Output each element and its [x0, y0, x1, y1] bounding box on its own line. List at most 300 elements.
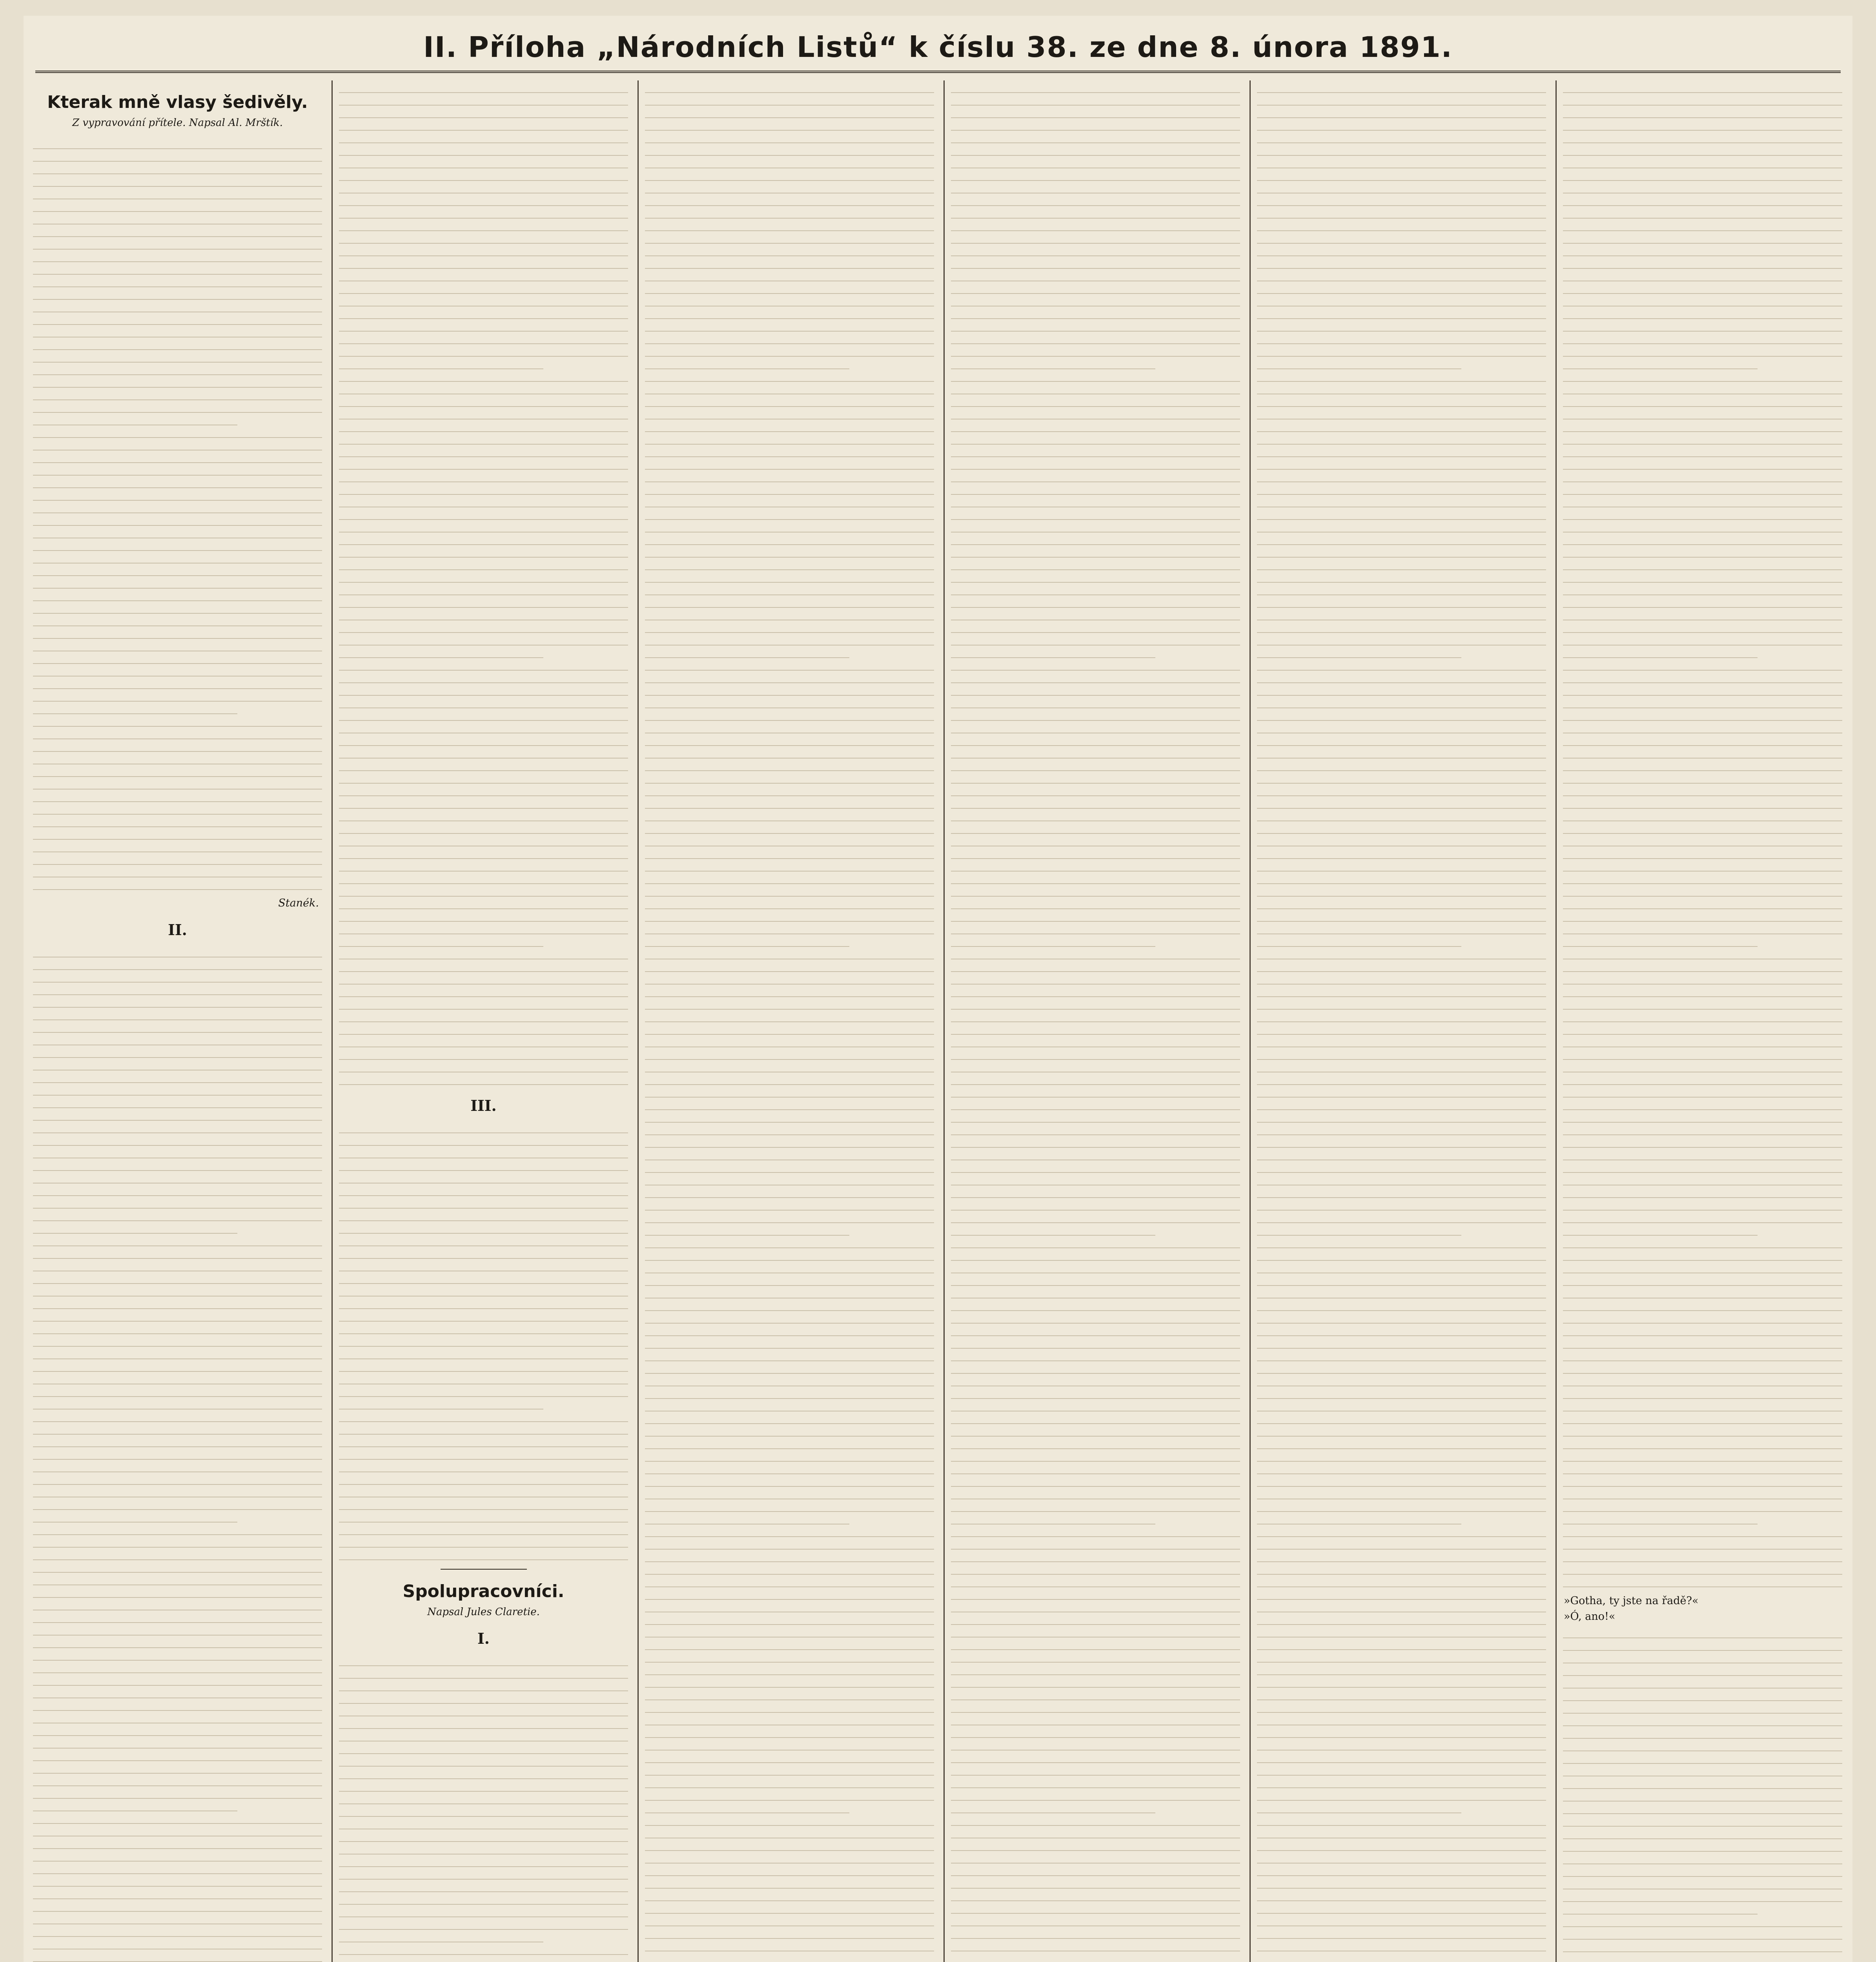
text-line — [33, 438, 322, 450]
text-line — [1257, 382, 1546, 394]
text-line — [951, 1612, 1240, 1625]
text-line — [1257, 1462, 1546, 1474]
text-line — [951, 168, 1240, 181]
text-line — [645, 432, 934, 445]
text-line — [1563, 1047, 1842, 1060]
text-line — [339, 809, 628, 821]
text-line — [1257, 859, 1546, 872]
text-line — [339, 1792, 628, 1804]
text-line — [1563, 608, 1842, 620]
text-line — [339, 1271, 628, 1284]
text-line — [645, 1876, 934, 1889]
text-line — [33, 375, 322, 388]
text-line — [339, 470, 628, 482]
text-line — [951, 1750, 1240, 1763]
text-line — [645, 319, 934, 332]
text-line — [951, 1437, 1240, 1449]
text-line — [1563, 1524, 1842, 1537]
text-line — [339, 1121, 628, 1133]
text-line — [33, 488, 322, 501]
text-line — [1257, 997, 1546, 1010]
text-line — [1563, 1148, 1842, 1160]
text-line — [1563, 620, 1842, 633]
text-line — [1257, 1951, 1546, 1962]
text-line — [339, 1060, 628, 1072]
text-line — [339, 1729, 628, 1741]
text-line — [33, 250, 322, 262]
text-line — [645, 382, 934, 394]
text-line — [645, 1060, 934, 1072]
text-line — [1257, 244, 1546, 256]
text-line — [1563, 445, 1842, 457]
text-line — [951, 394, 1240, 407]
text-line — [951, 1261, 1240, 1273]
text-line — [1257, 1474, 1546, 1487]
text-line — [645, 721, 934, 733]
text-line — [645, 482, 934, 495]
text-line — [339, 784, 628, 796]
text-line — [339, 168, 628, 181]
article-byline: Z vypravování přítele. Napsal Al. Mrštík. — [72, 117, 283, 129]
text-line — [1563, 1349, 1842, 1361]
text-line — [339, 1359, 628, 1372]
text-line — [339, 834, 628, 846]
article-byline: Napsal Jules Claretie. — [427, 1606, 540, 1618]
text-line — [1257, 407, 1546, 419]
text-line — [951, 482, 1240, 495]
text-line — [951, 319, 1240, 332]
text-line — [33, 1033, 322, 1045]
text-line — [951, 708, 1240, 721]
text-line — [33, 1497, 322, 1510]
text-line — [1563, 168, 1842, 181]
text-line — [645, 1788, 934, 1801]
text-line — [645, 1449, 934, 1462]
text-line — [33, 1560, 322, 1573]
text-line — [951, 1047, 1240, 1060]
text-line — [645, 1148, 934, 1160]
text-line — [339, 570, 628, 583]
text-line — [1563, 432, 1842, 445]
text-line — [33, 1372, 322, 1384]
text-line — [1257, 156, 1546, 168]
text-line — [645, 507, 934, 520]
text-line — [339, 532, 628, 545]
text-line — [1257, 1700, 1546, 1713]
text-line — [1563, 131, 1842, 143]
text-line — [339, 156, 628, 168]
text-line — [1563, 344, 1842, 357]
column-separator — [331, 80, 333, 1962]
text-line — [339, 708, 628, 721]
text-line — [1257, 746, 1546, 759]
text-line — [1563, 1927, 1842, 1940]
text-line — [33, 149, 322, 162]
text-line — [339, 1460, 628, 1472]
text-line — [1563, 1311, 1842, 1324]
text-line — [1257, 1926, 1546, 1939]
supplement-masthead: II. Příloha „Národních Listů“ k číslu 38. ze dne 8. února 1891. — [423, 31, 1453, 64]
text-line — [1563, 1550, 1842, 1562]
text-line — [339, 1741, 628, 1754]
text-line — [339, 696, 628, 708]
text-line — [951, 294, 1240, 306]
text-line — [951, 445, 1240, 457]
text-line — [339, 445, 628, 457]
text-line — [951, 645, 1155, 658]
text-line — [1257, 1035, 1546, 1047]
text-line — [1257, 683, 1546, 696]
text-line — [339, 1485, 628, 1497]
text-line — [1563, 570, 1842, 583]
text-line — [951, 244, 1240, 256]
text-line — [645, 1926, 934, 1939]
text-line — [645, 1864, 934, 1876]
text-line — [339, 206, 628, 219]
text-line — [951, 1675, 1240, 1688]
text-line — [339, 796, 628, 809]
text-line — [339, 1754, 628, 1767]
text-line — [645, 407, 934, 419]
text-line — [1257, 1524, 1546, 1537]
text-line — [1257, 131, 1546, 143]
text-line — [33, 1183, 322, 1196]
text-line — [645, 1035, 934, 1047]
text-line — [1563, 231, 1842, 244]
text-line — [645, 332, 934, 344]
text-line — [1563, 1374, 1842, 1386]
text-line — [951, 1926, 1240, 1939]
text-line — [33, 400, 322, 413]
text-line — [33, 1585, 322, 1598]
text-line — [33, 1146, 322, 1158]
text-line — [339, 219, 628, 231]
text-line — [339, 143, 628, 156]
text-line — [1257, 1537, 1546, 1550]
text-line — [33, 1673, 322, 1686]
text-line — [33, 1359, 322, 1372]
text-line — [33, 476, 322, 488]
text-line — [1563, 1060, 1842, 1072]
text-line — [339, 1854, 628, 1867]
article-title: Spolupracovníci. — [403, 1581, 565, 1601]
text-line — [33, 957, 322, 970]
text-line — [339, 1158, 628, 1171]
text-line — [645, 947, 934, 959]
text-line — [645, 1951, 934, 1962]
dialog-line: »Ó, ano!« — [1564, 1610, 1616, 1623]
text-line — [951, 419, 1240, 432]
text-line — [1563, 708, 1842, 721]
text-line — [33, 1824, 322, 1836]
text-line — [33, 1573, 322, 1585]
text-line — [1563, 1135, 1842, 1148]
text-line — [339, 344, 628, 357]
text-line — [1563, 1764, 1842, 1776]
text-line — [1257, 821, 1546, 834]
text-line — [1257, 909, 1546, 922]
text-line — [339, 1472, 628, 1485]
text-line — [645, 470, 934, 482]
text-line — [951, 1236, 1240, 1248]
text-line — [1563, 897, 1842, 909]
text-line — [1563, 1651, 1842, 1663]
text-line — [1257, 181, 1546, 193]
text-line — [1257, 143, 1546, 156]
text-line — [33, 1749, 322, 1761]
text-line — [951, 1951, 1240, 1962]
text-line — [1257, 1361, 1546, 1374]
text-line — [951, 1361, 1240, 1374]
text-line — [339, 369, 628, 382]
text-line — [339, 859, 628, 872]
text-line — [1257, 457, 1546, 470]
text-line — [951, 332, 1240, 344]
text-line — [645, 1411, 934, 1424]
text-line — [1563, 658, 1842, 671]
text-line — [645, 357, 849, 369]
text-line — [339, 1779, 628, 1792]
text-line — [339, 432, 628, 445]
text-line — [33, 350, 322, 363]
text-line — [645, 1072, 934, 1085]
text-line — [645, 759, 934, 771]
text-line — [951, 1788, 1240, 1801]
text-line — [1257, 269, 1546, 281]
text-line — [645, 281, 934, 294]
text-line — [1257, 696, 1546, 708]
text-line — [339, 1435, 628, 1447]
text-line — [951, 583, 1240, 595]
text-line — [645, 1776, 934, 1788]
text-line — [645, 671, 934, 683]
text-line — [951, 1738, 1240, 1750]
text-line — [1257, 369, 1546, 382]
text-line — [951, 1399, 1240, 1411]
text-line — [1257, 1512, 1461, 1524]
text-line — [1563, 1361, 1842, 1374]
text-line — [33, 827, 322, 840]
text-line — [951, 1901, 1240, 1914]
text-line — [1257, 608, 1546, 620]
text-line — [645, 1725, 934, 1738]
text-line — [951, 470, 1240, 482]
text-line — [33, 676, 322, 689]
text-line — [951, 671, 1240, 683]
text-line — [339, 193, 628, 206]
text-line — [1257, 1223, 1461, 1236]
text-line — [33, 727, 322, 739]
text-line — [33, 877, 322, 890]
text-line — [1563, 558, 1842, 570]
text-line — [1563, 821, 1842, 834]
text-line — [645, 1173, 934, 1185]
text-line — [951, 1411, 1240, 1424]
text-line — [1257, 1449, 1546, 1462]
text-line — [1257, 357, 1461, 369]
text-line — [645, 1813, 934, 1826]
text-line — [33, 1912, 322, 1924]
text-line — [645, 897, 934, 909]
text-line — [1563, 1462, 1842, 1474]
text-line — [1563, 771, 1842, 784]
text-line — [339, 671, 628, 683]
text-line — [1563, 1638, 1842, 1651]
text-line — [645, 633, 934, 645]
text-line — [645, 1248, 934, 1261]
text-line — [339, 1384, 628, 1397]
text-line — [33, 1384, 322, 1397]
text-line — [1563, 733, 1842, 746]
text-line — [951, 821, 1240, 834]
text-line — [33, 563, 322, 576]
text-line — [33, 312, 322, 325]
text-line — [1257, 432, 1546, 445]
text-line — [33, 1171, 322, 1183]
text-block — [949, 80, 1242, 1962]
text-line — [951, 269, 1240, 281]
text-line — [951, 507, 1240, 520]
text-line — [1563, 746, 1842, 759]
text-line — [1257, 1876, 1546, 1889]
text-block — [1561, 1626, 1844, 1962]
text-line — [951, 432, 1240, 445]
text-line — [33, 1548, 322, 1560]
text-line — [1257, 947, 1546, 959]
text-line — [1563, 1399, 1842, 1411]
text-line — [951, 721, 1240, 733]
text-line — [645, 1185, 934, 1198]
text-line — [1257, 1022, 1546, 1035]
section-number: II. — [168, 921, 187, 939]
text-line — [339, 1497, 628, 1510]
text-line — [645, 131, 934, 143]
text-line — [33, 551, 322, 563]
text-line — [951, 1939, 1240, 1951]
text-line — [951, 1763, 1240, 1776]
text-line — [1257, 1587, 1546, 1600]
text-line — [1563, 1123, 1842, 1135]
text-line — [339, 1322, 628, 1334]
text-line — [33, 739, 322, 752]
text-line — [339, 947, 628, 959]
text-line — [951, 934, 1155, 947]
text-line — [645, 269, 934, 281]
text-line — [1563, 118, 1842, 131]
text-line — [951, 520, 1240, 532]
text-line — [951, 1386, 1240, 1399]
text-line — [339, 1047, 628, 1060]
text-line — [645, 1047, 934, 1060]
text-line — [1257, 1010, 1546, 1022]
text-line — [339, 507, 628, 520]
text-line — [645, 1361, 934, 1374]
text-line — [33, 1196, 322, 1209]
text-line — [951, 1010, 1240, 1022]
text-line — [951, 1776, 1240, 1788]
text-line — [339, 1221, 628, 1234]
text-line — [1563, 181, 1842, 193]
text-line — [1563, 80, 1842, 93]
text-line — [1563, 457, 1842, 470]
text-line — [951, 872, 1240, 884]
text-line — [951, 1462, 1240, 1474]
text-line — [339, 1548, 628, 1560]
text-line — [645, 1487, 934, 1499]
dialog-line: »Gotha, ty jste na řadě?« — [1564, 1595, 1699, 1607]
text-line — [339, 269, 628, 281]
text-line — [645, 809, 934, 821]
text-line — [1563, 1902, 1758, 1915]
text-line — [645, 1336, 934, 1349]
text-line — [645, 231, 934, 244]
text-line — [339, 1010, 628, 1022]
text-line — [339, 1171, 628, 1183]
column-4 — [949, 80, 1242, 1962]
text-line — [33, 1786, 322, 1799]
text-line — [951, 256, 1240, 269]
text-line — [1563, 1839, 1842, 1852]
text-line — [1563, 269, 1842, 281]
text-line — [645, 1851, 934, 1864]
text-line — [645, 645, 849, 658]
text-line — [645, 1273, 934, 1286]
text-line — [1257, 1575, 1546, 1587]
text-line — [951, 131, 1240, 143]
text-line — [339, 1942, 628, 1955]
text-line — [1257, 1324, 1546, 1336]
text-line — [33, 1058, 322, 1070]
text-line — [1563, 1198, 1842, 1211]
column-separator — [1555, 80, 1557, 1962]
text-line — [1257, 507, 1546, 520]
text-line — [1257, 884, 1546, 897]
text-line — [33, 337, 322, 350]
text-line — [951, 1713, 1240, 1725]
text-line — [339, 1510, 628, 1523]
text-line — [645, 1838, 934, 1851]
text-line — [951, 633, 1240, 645]
text-line — [1563, 959, 1842, 972]
text-line — [1563, 369, 1842, 382]
text-line — [951, 658, 1240, 671]
text-line — [1257, 80, 1546, 93]
text-line — [951, 1650, 1240, 1663]
text-block — [1255, 80, 1548, 1962]
text-line — [33, 526, 322, 538]
text-line — [339, 1716, 628, 1729]
text-line — [33, 450, 322, 463]
text-line — [1257, 570, 1546, 583]
text-line — [1257, 633, 1546, 645]
text-line — [33, 714, 322, 727]
text-line — [1257, 1801, 1461, 1813]
text-line — [645, 1901, 934, 1914]
text-line — [1257, 972, 1546, 985]
text-line — [1257, 231, 1546, 244]
text-line — [951, 193, 1240, 206]
text-line — [33, 651, 322, 664]
text-line — [645, 306, 934, 319]
text-block — [31, 137, 324, 890]
text-line — [951, 884, 1240, 897]
text-line — [339, 1523, 628, 1535]
text-line — [1563, 1110, 1842, 1123]
text-line — [645, 683, 934, 696]
text-line — [33, 1485, 322, 1497]
text-line — [645, 620, 934, 633]
text-line — [1563, 934, 1758, 947]
